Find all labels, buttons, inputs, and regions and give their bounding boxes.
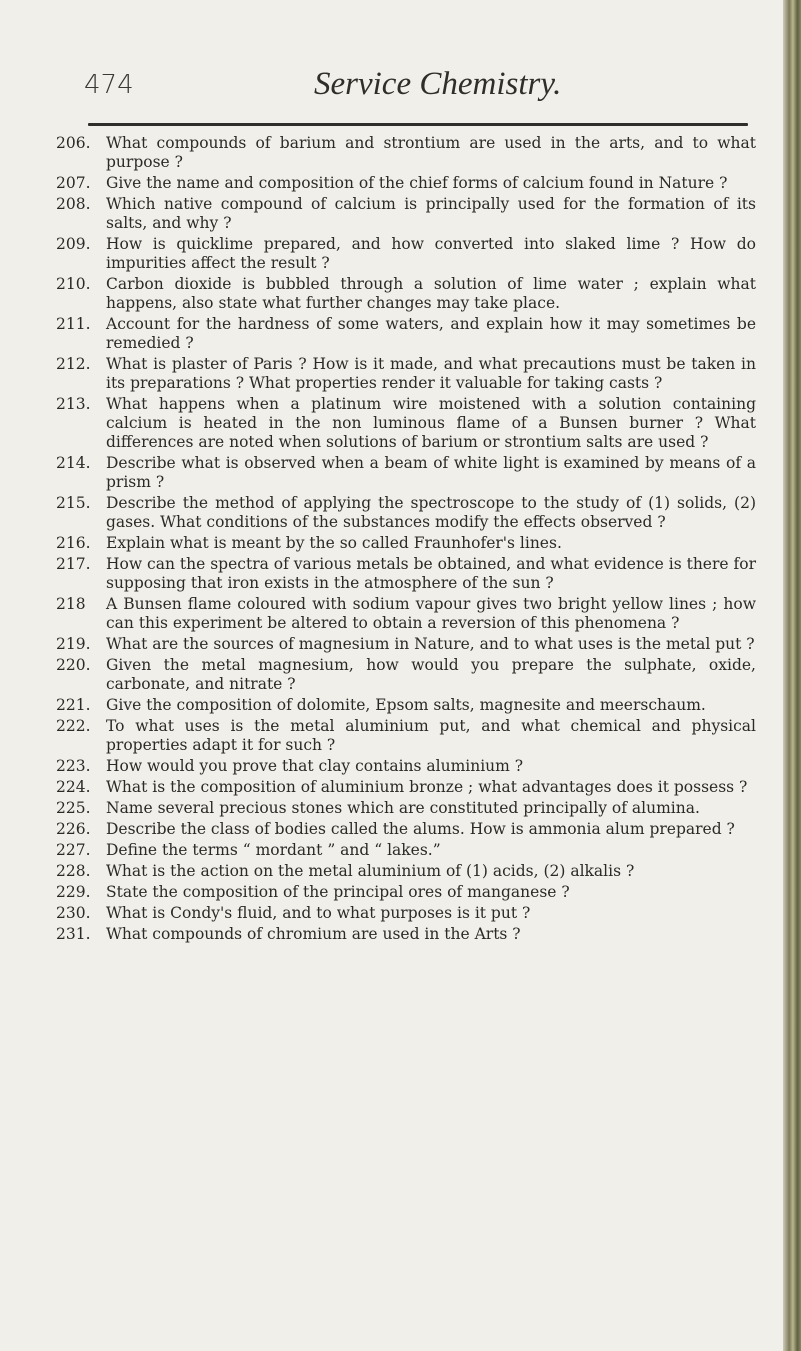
question-text: Give the composition of dolomite, Epsom salts, magnesite and meerschaum. — [106, 696, 706, 714]
question-item — [56, 595, 756, 633]
question-number: 220. — [56, 656, 91, 674]
question-item — [56, 717, 756, 755]
question-item — [56, 757, 756, 776]
question-text: A Bunsen flame coloured with sodium vapour gives two bright yellow lines ; how can this experiment be altered to obtain a reversion of this phenomena ? — [106, 595, 756, 632]
question-item — [56, 494, 756, 532]
question-item — [56, 315, 756, 353]
question-text: What compounds of barium and strontium are used in the arts, and to what purpose ? — [106, 134, 756, 171]
question-item — [56, 235, 756, 273]
page-header — [84, 66, 724, 120]
question-text: What are the sources of magnesium in Nature, and to what uses is the metal put ? — [106, 635, 755, 653]
question-text: Carbon dioxide is bubbled through a solution of lime water ; explain what happens, also state what further changes may take place. — [106, 275, 756, 312]
question-item — [56, 134, 756, 172]
question-text: Which native compound of calcium is principally used for the formation of its salts, and why ? — [106, 195, 756, 232]
question-item — [56, 904, 756, 923]
question-item — [56, 883, 756, 902]
question-number: 211. — [56, 315, 91, 333]
question-item — [56, 656, 756, 694]
question-number: 224. — [56, 778, 91, 796]
question-text: What is the action on the metal aluminium of (1) acids, (2) alkalis ? — [106, 862, 635, 880]
question-item — [56, 395, 756, 452]
book-spine-edge — [783, 0, 801, 1351]
question-number: 230. — [56, 904, 91, 922]
question-number: 217. — [56, 555, 91, 573]
question-item — [56, 355, 756, 393]
question-item — [56, 696, 756, 715]
question-number: 221. — [56, 696, 91, 714]
question-number: 214. — [56, 454, 91, 472]
question-number: 225. — [56, 799, 91, 817]
question-item — [56, 555, 756, 593]
page-number: 474 — [84, 70, 134, 100]
question-number: 212. — [56, 355, 91, 373]
question-number: 229. — [56, 883, 91, 901]
question-text: Given the metal magnesium, how would you prepare the sulphate, oxide, carbonate, and nitrate ? — [106, 656, 756, 693]
question-number: 210. — [56, 275, 91, 293]
question-number: 231. — [56, 925, 91, 943]
header-rule — [88, 123, 748, 126]
question-number: 219. — [56, 635, 91, 653]
question-number: 223. — [56, 757, 91, 775]
question-item — [56, 925, 756, 944]
question-item — [56, 174, 756, 193]
question-text: How is quicklime prepared, and how converted into slaked lime ? How do impurities affect the result ? — [106, 235, 756, 272]
question-item — [56, 454, 756, 492]
question-number: 226. — [56, 820, 91, 838]
question-item — [56, 820, 756, 839]
question-number: 207. — [56, 174, 91, 192]
running-title: Service Chemistry. — [314, 66, 562, 102]
question-item — [56, 635, 756, 654]
question-text: Describe what is observed when a beam of white light is examined by means of a prism ? — [106, 454, 756, 491]
question-number: 209. — [56, 235, 91, 253]
question-number: 218 — [56, 595, 86, 613]
question-text: Describe the class of bodies called the alums. How is ammonia alum prepared ? — [106, 820, 735, 838]
question-list — [56, 134, 756, 946]
question-item — [56, 275, 756, 313]
question-text: State the composition of the principal ores of manganese ? — [106, 883, 570, 901]
question-number: 208. — [56, 195, 91, 213]
question-number: 206. — [56, 134, 91, 152]
question-text: Account for the hardness of some waters, and explain how it may sometimes be remedied ? — [106, 315, 756, 352]
question-number: 213. — [56, 395, 91, 413]
question-item — [56, 841, 756, 860]
question-text: How can the spectra of various metals be obtained, and what evidence is there for supposing that iron exists in the atmosphere of the sun ? — [106, 555, 756, 592]
question-number: 215. — [56, 494, 91, 512]
question-text: What happens when a platinum wire moistened with a solution containing calcium is heated in the non luminous flame of a Bunsen burner ? What differences are noted when solutions of barium or strontium salts are used ? — [106, 395, 756, 451]
question-item — [56, 799, 756, 818]
question-item — [56, 534, 756, 553]
question-text: To what uses is the metal aluminium put, and what chemical and physical properties adapt it for such ? — [106, 717, 756, 754]
question-text: Name several precious stones which are constituted principally of alumina. — [106, 799, 700, 817]
question-text: Explain what is meant by the so called Fraunhofer's lines. — [106, 534, 562, 552]
question-text: What compounds of chromium are used in the Arts ? — [106, 925, 521, 943]
question-item — [56, 195, 756, 233]
question-text: Define the terms “ mordant ” and “ lakes.” — [106, 841, 441, 859]
question-text: What is plaster of Paris ? How is it made, and what precautions must be taken in its preparations ? What properties render it valuable for taking casts ? — [106, 355, 756, 392]
question-text: What is the composition of aluminium bronze ; what advantages does it possess ? — [106, 778, 748, 796]
question-text: Describe the method of applying the spectroscope to the study of (1) solids, (2) gases. What conditions of the substances modify the effects observed ? — [106, 494, 756, 531]
question-text: Give the name and composition of the chief forms of calcium found in Nature ? — [106, 174, 728, 192]
question-number: 216. — [56, 534, 91, 552]
question-item — [56, 778, 756, 797]
question-text: How would you prove that clay contains aluminium ? — [106, 757, 524, 775]
question-number: 228. — [56, 862, 91, 880]
question-number: 227. — [56, 841, 91, 859]
question-item — [56, 862, 756, 881]
question-number: 222. — [56, 717, 91, 735]
question-text: What is Condy's fluid, and to what purposes is it put ? — [106, 904, 531, 922]
